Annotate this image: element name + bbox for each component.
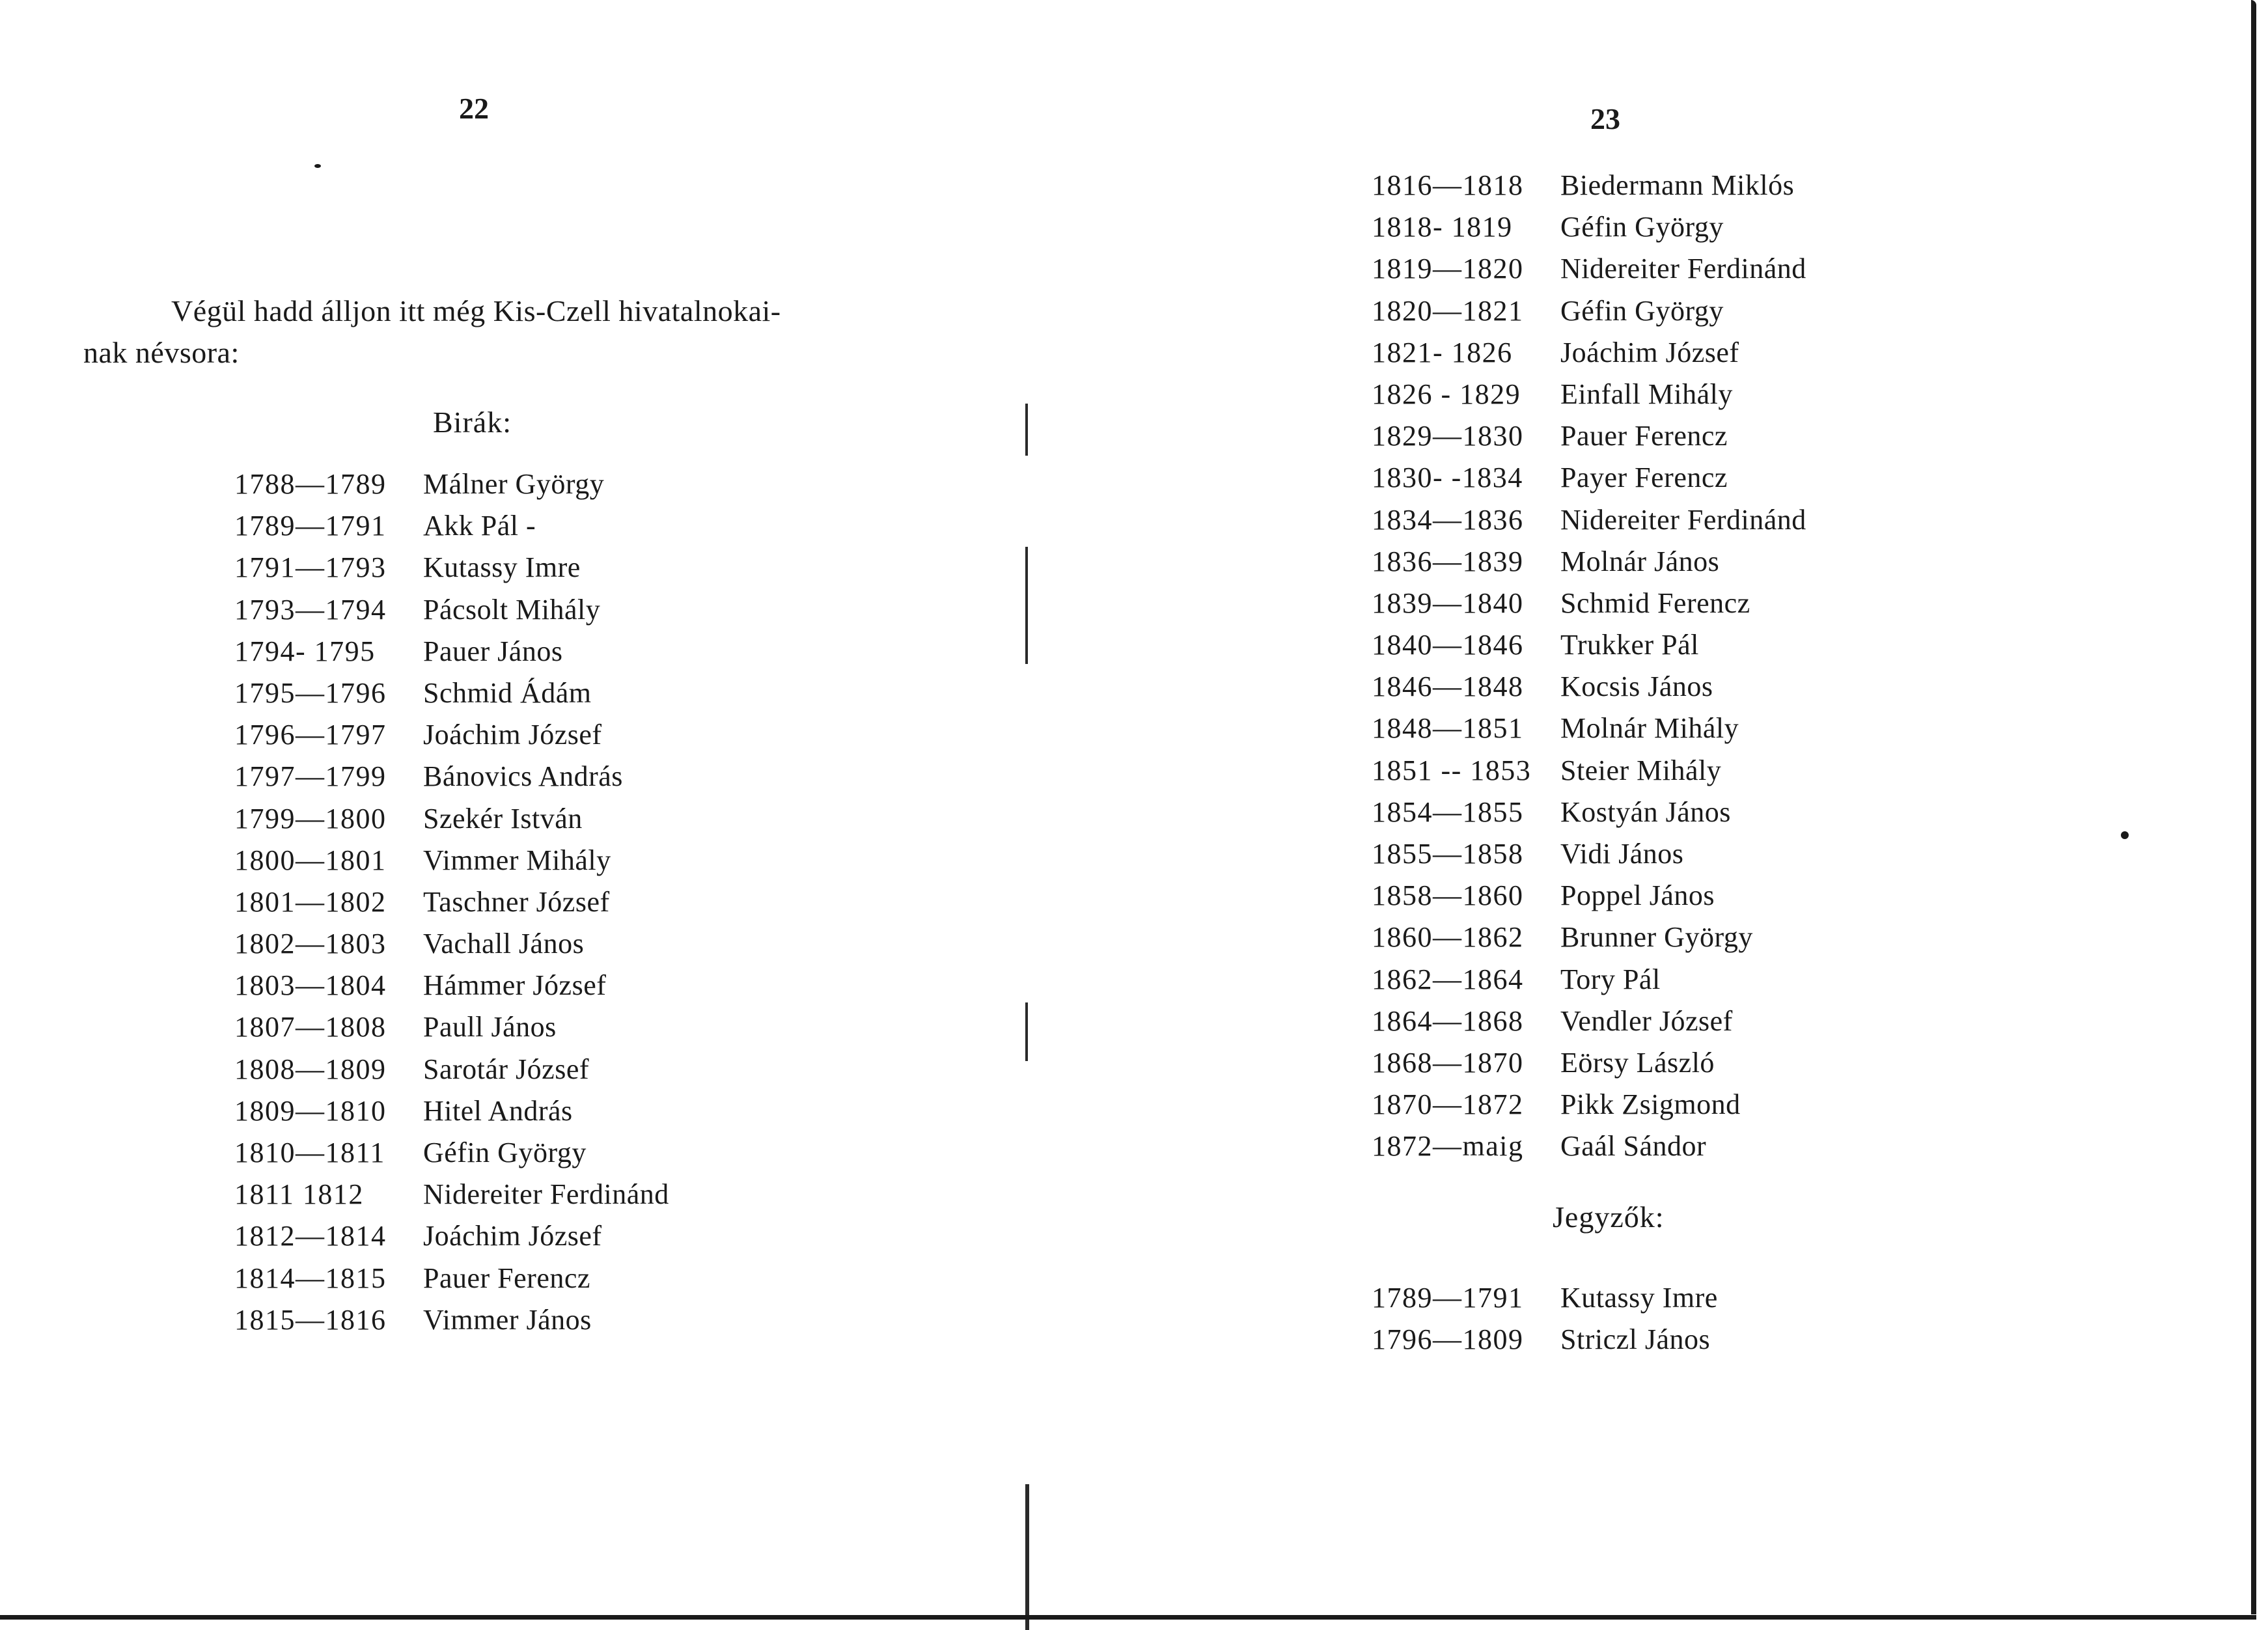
term-years: 1868—1870 [1372,1046,1524,1079]
term-years: 1854—1855 [1372,795,1524,828]
person-name: Bánovics András [423,760,623,793]
term-years: 1814—1815 [234,1262,387,1294]
term-years: 1840—1846 [1372,629,1524,661]
list-item [1372,206,1806,248]
list-item [1372,833,1806,875]
person-name: Kutassy Imre [1560,1282,1718,1314]
person-name: Eörsy László [1560,1046,1715,1079]
list-item [234,1215,669,1257]
term-years: 1791—1793 [234,551,387,584]
list-item [1372,290,1806,332]
person-name: Poppel János [1560,879,1715,912]
list-item [1372,1277,1718,1319]
person-name: Pácsolt Mihály [423,593,601,626]
term-years: 1788—1789 [234,468,387,500]
person-name: Akk Pál - [423,510,536,542]
term-years: 1836—1839 [1372,545,1524,577]
person-name: Molnár János [1560,545,1720,577]
person-name: Géfin György [1560,211,1724,243]
person-name: Joáchim József [1560,336,1739,368]
person-name: Paull János [423,1011,557,1043]
list-item [234,463,669,505]
list-item [234,923,669,965]
person-name: Géfin György [423,1137,587,1168]
term-years: 1826 - 1829 [1372,378,1521,410]
person-name: Nidereiter Ferdinánd [1560,253,1806,285]
term-years: 1789—1791 [234,510,387,542]
right-page [1016,0,2268,1630]
person-name: Brunner György [1560,921,1753,954]
list-item [1372,499,1806,541]
list-item [234,1090,669,1132]
person-name: Taschner József [423,885,610,918]
term-years: 1802—1803 [234,928,387,960]
list-item [1372,332,1806,374]
term-years: 1816—1818 [1372,169,1524,201]
scan-edge [2251,0,2256,1614]
list-item [1372,374,1806,415]
judges-list-continued [1372,165,1806,1168]
term-years: 1860—1862 [1372,921,1524,954]
list-item [234,1299,669,1341]
list-item [1372,917,1806,958]
person-name: Hitel András [423,1094,573,1127]
person-name: Vimmer Mihály [423,844,611,876]
list-item [1372,583,1806,624]
list-item [234,672,669,714]
person-name: Hámmer József [423,969,607,1002]
list-item [1372,1126,1806,1167]
term-years: 1834—1836 [1372,503,1524,536]
term-years: 1846—1848 [1372,670,1524,703]
list-item [1372,624,1806,666]
person-name: Einfall Mihály [1560,378,1733,410]
term-years: 1803—1804 [234,969,387,1002]
person-name: Pauer Ferencz [423,1262,590,1294]
person-name: Vidi János [1560,838,1684,870]
list-item [234,631,669,672]
term-years: 1820—1821 [1372,294,1524,327]
person-name: Kostyán János [1560,795,1731,828]
term-years: 1812—1814 [234,1220,387,1252]
list-item [1372,959,1806,1001]
term-years: 1807—1808 [234,1011,387,1043]
list-item [234,1174,669,1215]
term-years: 1809—1810 [234,1094,387,1127]
list-item [1372,541,1806,583]
intro-line: nak névsora: [83,336,240,369]
list-item [234,1132,669,1174]
person-name: Schmid Ferencz [1560,587,1750,619]
person-name: Kutassy Imre [423,551,581,584]
term-years: 1818- 1819 [1372,211,1513,243]
judges-heading: Birák: [433,406,512,439]
list-item [1372,1001,1806,1042]
term-years: 1796—1797 [234,719,387,751]
person-name: Trukker Pál [1560,629,1699,661]
person-name: Málner György [423,468,605,500]
intro-line: Végül hadd álljon itt még Kis-Czell hivatalnokai- [171,294,781,327]
person-name: Molnár Mihály [1560,712,1739,745]
page-number: 22 [459,92,489,125]
list-item [1372,165,1806,206]
list-item [1372,248,1806,290]
person-name: Pauer János [423,635,563,667]
list-item [234,840,669,881]
term-years: 1789—1791 [1372,1282,1524,1314]
term-years: 1829—1830 [1372,420,1524,452]
notaries-list [1372,1277,1718,1361]
term-years: 1858—1860 [1372,879,1524,912]
term-years: 1821- 1826 [1372,336,1513,368]
person-name: Kocsis János [1560,670,1713,703]
left-page [0,0,1016,1630]
page-number: 23 [1590,102,1620,135]
term-years: 1808—1809 [234,1053,387,1085]
list-item [1372,1319,1718,1361]
term-years: 1799—1800 [234,802,387,835]
term-years: 1864—1868 [1372,1004,1524,1037]
person-name: Nidereiter Ferdinánd [423,1178,669,1211]
person-name: Payer Ferencz [1560,462,1728,494]
intro-paragraph [83,290,864,374]
term-years: 1794- 1795 [234,635,376,667]
list-item [234,881,669,923]
term-years: 1796—1809 [1372,1323,1524,1356]
term-years: 1801—1802 [234,885,387,918]
person-name: Vachall János [423,928,585,960]
list-item [1372,1084,1806,1126]
term-years: 1811 1812 [234,1178,364,1211]
list-item [1372,708,1806,749]
list-item [1372,457,1806,499]
list-item [234,505,669,547]
list-item [1372,1042,1806,1084]
term-years: 1848—1851 [1372,712,1524,745]
list-item [234,714,669,756]
person-name: Striczl János [1560,1323,1711,1356]
term-years: 1862—1864 [1372,963,1524,995]
person-name: Nidereiter Ferdinánd [1560,503,1806,536]
person-name: Vimmer János [423,1303,592,1336]
notaries-heading: Jegyzők: [1553,1200,1665,1234]
term-years: 1872—maig [1372,1130,1524,1163]
scan-speck [314,164,321,168]
person-name: Joáchim József [423,1220,602,1252]
term-years: 1870—1872 [1372,1088,1524,1121]
person-name: Steier Mihály [1560,754,1722,786]
term-years: 1795—1796 [234,676,387,709]
term-years: 1855—1858 [1372,838,1524,870]
term-years: 1815—1816 [234,1303,387,1336]
person-name: Biedermann Miklós [1560,169,1795,201]
person-name: Joáchim József [423,719,602,751]
term-years: 1793—1794 [234,593,387,626]
list-item [1372,750,1806,792]
term-years: 1839—1840 [1372,587,1524,619]
list-item [1372,792,1806,833]
list-item [234,756,669,797]
list-item [234,965,669,1006]
list-item [234,547,669,588]
person-name: Géfin György [1560,294,1724,327]
term-years: 1797—1799 [234,760,387,793]
term-years: 1800—1801 [234,844,387,876]
term-years: 1830- -1834 [1372,462,1523,494]
person-name: Pauer Ferencz [1560,420,1728,452]
person-name: Tory Pál [1560,963,1661,995]
list-item [1372,666,1806,708]
person-name: Szekér István [423,802,583,835]
list-item [234,798,669,840]
person-name: Gaál Sándor [1560,1130,1707,1163]
list-item [1372,415,1806,457]
person-name: Vendler József [1560,1004,1733,1037]
list-item [234,1006,669,1048]
term-years: 1819—1820 [1372,253,1524,285]
scan-edge [0,1615,2256,1620]
list-item [1372,875,1806,917]
person-name: Pikk Zsigmond [1560,1088,1741,1121]
term-years: 1810—1811 [234,1137,385,1168]
list-item [234,1049,669,1090]
person-name: Schmid Ádám [423,676,592,709]
term-years: 1851 -- 1853 [1372,754,1532,786]
person-name: Sarotár József [423,1053,590,1085]
list-item [234,1258,669,1299]
judges-list [234,463,669,1341]
list-item [234,589,669,631]
